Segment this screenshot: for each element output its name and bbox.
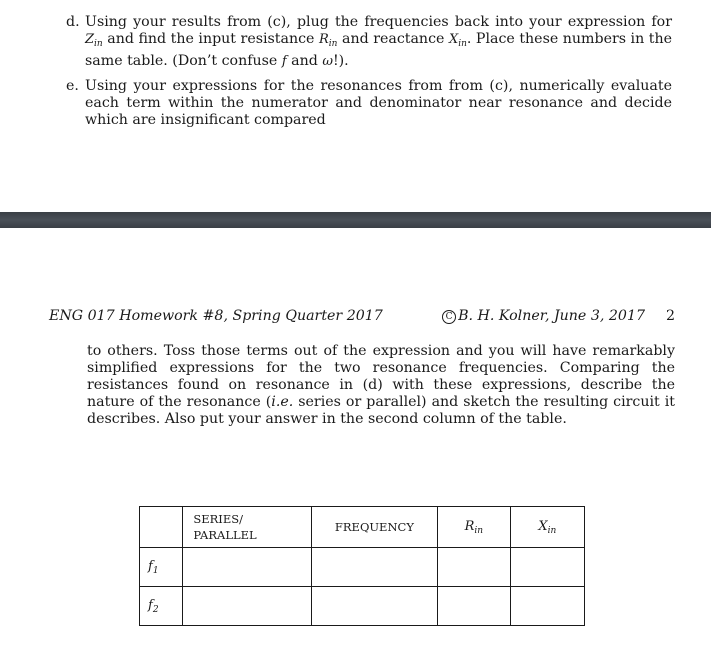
author-date: C B. H. Kolner, June 3, 2017: [442, 308, 645, 324]
cell-frequency[interactable]: [311, 548, 437, 587]
header-series-parallel: SERIES/ PARALLEL: [183, 507, 312, 548]
cell-xin[interactable]: [510, 548, 584, 587]
cell-xin[interactable]: [510, 587, 584, 626]
table-row: [140, 587, 585, 626]
cell-rin[interactable]: [437, 548, 510, 587]
table-header-row: [140, 507, 585, 548]
cell-series-parallel[interactable]: [183, 587, 312, 626]
row-label-f2: $f_2$: [140, 587, 183, 626]
item-e-text: Using your expressions for the resonances from from (c), numerically evaluate each term within the numerator and denominator near resonance and decide which are insignificant compared: [85, 78, 672, 128]
table-row: [140, 548, 585, 587]
cell-series-parallel[interactable]: [183, 548, 312, 587]
course-title: ENG 017 Homework #8, Spring Quarter 2017: [49, 308, 383, 324]
header-rin: $R_{in}$: [437, 507, 510, 548]
answer-table: [139, 506, 585, 626]
table-corner-cell: [140, 507, 183, 548]
page-header: [49, 308, 675, 326]
copyright-icon: C: [442, 310, 456, 324]
continuation-paragraph: to others. Toss those terms out of the expression and you will have remarkably simplified expressions for the two resonance frequencies. Comparing the resistances found on resonance in (d) with these expressions, describe the nature of the resonance (i.e. series or parallel) and sketch the resulting circuit it describes. Also put your answer in the second column of the table.: [87, 343, 675, 427]
page-divider: [0, 212, 711, 228]
page-number: 2: [665, 308, 675, 324]
cell-frequency[interactable]: [311, 587, 437, 626]
item-marker: e.: [66, 78, 79, 94]
item-marker: d.: [66, 14, 80, 30]
cell-rin[interactable]: [437, 587, 510, 626]
header-frequency: FREQUENCY: [311, 507, 437, 548]
row-label-f1: $f_1$: [140, 548, 183, 587]
item-d-text: Using your results from (c), plug the frequencies back into your expression for $Z_{in}$ and find the input resistance $R_{in}$ and reactance $X_{in}$. Place these numbers in the same table. (Don’t confuse f and ω!).: [85, 14, 672, 69]
header-xin: $X_{in}$: [510, 507, 584, 548]
